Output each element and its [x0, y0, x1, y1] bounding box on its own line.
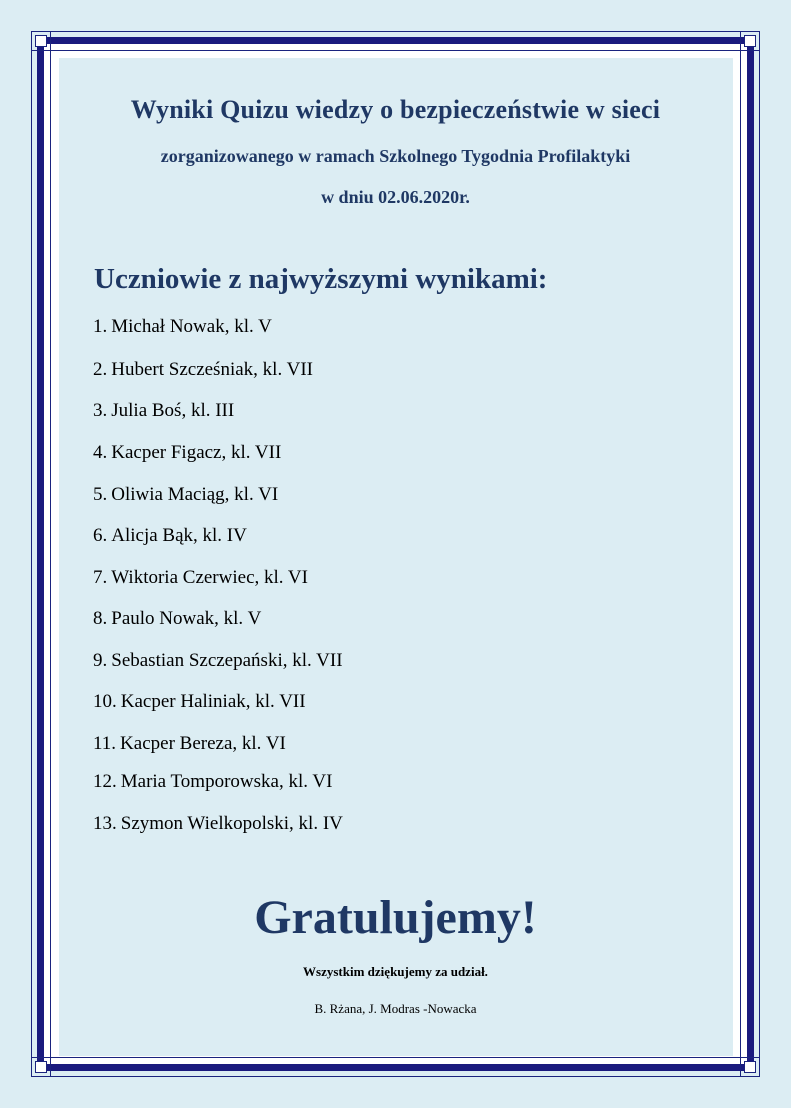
- list-item-number: 1.: [93, 316, 108, 337]
- list-item-text: Paulo Nowak, kl. V: [111, 608, 262, 629]
- list-item-text: Alicja Bąk, kl. IV: [111, 525, 247, 546]
- list-item: [93, 733, 286, 755]
- document-title: Wyniki Quizu wiedzy o bezpieczeństwie w sieci: [130, 95, 661, 124]
- list-item-number: 8.: [93, 608, 108, 629]
- list-item: [93, 771, 332, 793]
- list-item-text: Wiktoria Czerwiec, kl. VI: [111, 567, 308, 588]
- list-item-number: 13.: [93, 813, 117, 834]
- list-item-text: Kacper Bereza, kl. VI: [120, 733, 286, 754]
- list-item: [93, 608, 261, 630]
- list-item: [93, 484, 278, 506]
- list-item-text: Maria Tomporowska, kl. VI: [120, 771, 333, 792]
- list-item-text: Julia Boś, kl. III: [111, 400, 235, 421]
- list-item: [93, 525, 247, 547]
- list-item-number: 9.: [93, 650, 108, 671]
- list-item-text: Sebastian Szczepański, kl. VII: [111, 650, 343, 671]
- list-item: [93, 813, 343, 835]
- results-heading: Uczniowie z najwyższymi wynikami:: [94, 263, 548, 295]
- list-item-number: 6.: [93, 525, 108, 546]
- list-item: [93, 650, 343, 672]
- list-item: [93, 359, 313, 381]
- list-item: [93, 316, 272, 338]
- congratulations-text: Gratulujemy!: [254, 891, 537, 944]
- authors-text: B. Rżana, J. Modras -Nowacka: [314, 1001, 477, 1016]
- list-item-text: Michał Nowak, kl. V: [111, 316, 272, 337]
- list-item-number: 4.: [93, 442, 108, 463]
- list-item-number: 10.: [93, 691, 117, 712]
- list-item: [93, 442, 281, 464]
- list-item: [93, 691, 306, 713]
- corner-ornament-bottom-right: [740, 1057, 760, 1077]
- list-item-number: 11.: [93, 733, 117, 754]
- corner-ornament-bottom-left: [31, 1057, 51, 1077]
- list-item-number: 12.: [93, 771, 117, 792]
- list-item-number: 5.: [93, 484, 108, 505]
- list-item-number: 7.: [93, 567, 108, 588]
- list-item-text: Kacper Haliniak, kl. VII: [120, 691, 306, 712]
- document-subtitle: zorganizowanego w ramach Szkolnego Tygodnia Profilaktyki: [160, 146, 631, 166]
- corner-ornament-top-left: [31, 31, 51, 51]
- corner-ornament-top-right: [740, 31, 760, 51]
- list-item-text: Szymon Wielkopolski, kl. IV: [120, 813, 343, 834]
- thanks-text: Wszystkim dziękujemy za udział.: [303, 964, 488, 979]
- list-item: [93, 567, 308, 589]
- list-item-text: Kacper Figacz, kl. VII: [111, 442, 282, 463]
- list-item: [93, 400, 234, 422]
- list-item-text: Oliwia Maciąg, kl. VI: [111, 484, 279, 505]
- document-date: w dniu 02.06.2020r.: [321, 187, 470, 207]
- list-item-text: Hubert Szcześniak, kl. VII: [111, 359, 313, 380]
- list-item-number: 2.: [93, 359, 108, 380]
- list-item-number: 3.: [93, 400, 108, 421]
